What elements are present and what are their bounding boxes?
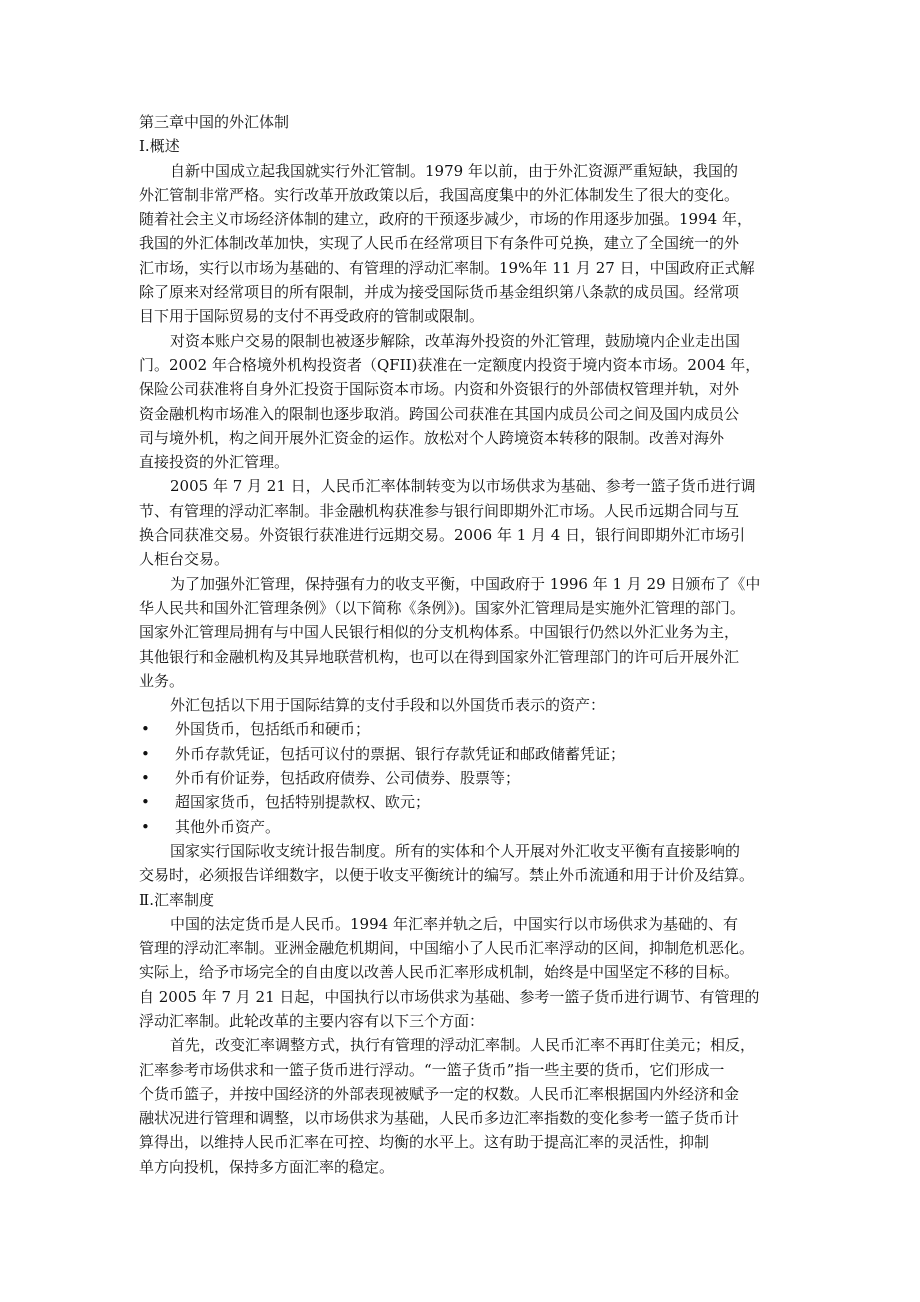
list-item	[139, 717, 789, 741]
paragraph-line: 交易时，必须报告详细数字，以便于收支平衡统计的编写。禁止外币流通和用于计价及结算。	[139, 866, 755, 885]
paragraph-line: 国家外汇管理局拥有与中国人民银行相似的分支机构体系。中国银行仍然以外汇业务为主，	[139, 623, 740, 642]
paragraph-line: 业务。	[139, 671, 185, 690]
paragraph-line: 为了加强外汇管理，保持强有力的收支平衡，中国政府于 1996 年 1 月 29 日颁布了《中	[170, 574, 761, 593]
paragraph-line: 对资本账户交易的限制也被逐步解除，改革海外投资的外汇管理，鼓励境内企业走出国	[170, 331, 741, 350]
paragraph-line: 目下用于国际贸易的支付不再受政府的管制或限制。	[139, 307, 485, 326]
paragraph-line: 汇市场，实行以市场为基础的、有管理的浮动汇率制。19%年 11 月 27 日，中国政府正式解	[139, 258, 755, 277]
paragraph-line: 司与境外机，构之间开展外汇资金的运作。放松对个人跨境资本转移的限制。改善对海外	[139, 428, 725, 447]
paragraph-line: 汇率参考市场供求和一篮子货币进行浮动。“一篮子货币”指一些主要的货币，它们形成一	[139, 1060, 725, 1079]
paragraph-line: 外汇管制非常严格。实行改革开放政策以后，我国高度集中的外汇体制发生了很大的变化。	[139, 185, 740, 204]
paragraph-line: 融状况进行管理和调整，以市场供求为基础，人民币多边汇率指数的变化参考一篮子货币计	[139, 1109, 740, 1128]
paragraph	[139, 572, 789, 693]
section-heading-overview: I.概述	[139, 137, 180, 156]
bullet-mark: •	[141, 817, 150, 836]
paragraph	[139, 159, 789, 329]
section-heading-exchange-rate: Ⅱ.汇率制度	[139, 890, 214, 909]
paragraph-line: 自 2005 年 7 月 21 日起，中国执行以市场供求为基础、参考一篮子货币进行调节、有管理的	[139, 987, 760, 1006]
paragraph-line: 外汇包括以下用于国际结算的支付手段和以外国货币表示的资产：	[170, 696, 606, 715]
paragraph	[139, 839, 789, 888]
bullet-mark: •	[141, 744, 150, 763]
list-item	[139, 766, 789, 790]
list-item-text: 外币存款凭证，包括可议付的票据、银行存款凭证和邮政储蓄凭证；	[175, 744, 626, 763]
paragraph-line: 实际上，给予市场完全的自由度以改善人民币汇率形成机制，始终是中国坚定不移的目标。	[139, 963, 740, 982]
paragraph	[139, 329, 789, 475]
paragraph-line: 首先，改变汇率调整方式，执行有管理的浮动汇率制。人民币汇率不再盯住美元；相反，	[170, 1036, 756, 1055]
list-item	[139, 790, 789, 814]
paragraph	[139, 1033, 789, 1179]
list-item-text: 超国家货币，包括特别提款权、欧元；	[175, 793, 431, 812]
paragraph-line: 节、有管理的浮动汇率制。非金融机构获准参与银行间即期外汇市场。人民币远期合同与互	[139, 501, 740, 520]
paragraph-line: 中国的法定货币是人民币。1994 年汇率并轨之后，中国实行以市场供求为基础的、有	[170, 914, 738, 933]
paragraph-line: 直接投资的外汇管理。	[139, 453, 290, 472]
paragraph	[139, 474, 789, 571]
bullet-mark: •	[141, 793, 150, 812]
paragraph-line: 其他银行和金融机构及其异地联营机构，也可以在得到国家外汇管理部门的许可后开展外汇	[139, 647, 740, 666]
paragraph-line: 个货币篮子，并按中国经济的外部表现被赋予一定的权数。人民币汇率根据国内外经济和金	[139, 1084, 740, 1103]
document-page	[139, 110, 789, 1179]
paragraph-line: 门。2002 年合格境外机构投资者（QFII)获准在一定额度内投资于境内资本市场。2004 年，	[139, 355, 761, 374]
paragraph-line: 算得出，以维持人民币汇率在可控、均衡的水平上。这有助于提高汇率的灵活性，抑制	[139, 1133, 710, 1152]
bullet-mark: •	[141, 769, 150, 788]
list-item-text: 其他外币资产。	[175, 817, 281, 836]
paragraph-line: 华人民共和国外汇管理条例》（以下简称《条例》)。国家外汇管理局是实施外汇管理的部门。	[139, 598, 745, 617]
paragraph-line: 我国的外汇体制改革加快，实现了人民币在经常项目下有条件可兑换，建立了全国统一的外	[139, 234, 740, 253]
paragraph-line: 资金融机构市场准入的限制也逐步取消。跨国公司获准在其国内成员公司之间及国内成员公	[139, 404, 740, 423]
paragraph-line: 自新中国成立起我国就实行外汇管制。1979 年以前，由于外汇资源严重短缺，我国的	[170, 161, 738, 180]
paragraph	[139, 912, 789, 1033]
paragraph-line: 人柜台交易。	[139, 550, 230, 569]
list-item	[139, 815, 789, 839]
chapter-title: 第三章中国的外汇体制	[139, 113, 290, 131]
bullet-mark: •	[141, 720, 150, 739]
list-item-text: 外国货币，包括纸币和硬币；	[175, 720, 371, 739]
paragraph	[139, 693, 789, 717]
paragraph-line: 除了原来对经常项目的所有限制，并成为接受国际货币基金组织第八条款的成员国。经常项	[139, 283, 740, 302]
paragraph-line: 随着社会主义市场经济体制的建立，政府的干预逐步减少，市场的作用逐步加强。1994 年，	[139, 210, 752, 229]
paragraph-line: 管理的浮动汇率制。亚洲金融危机期间，中国缩小了人民币汇率浮动的区间，抑制危机恶化。	[139, 939, 755, 958]
paragraph-line: 单方向投机，保持多方面汇率的稳定。	[139, 1157, 395, 1176]
paragraph-line: 国家实行国际收支统计报告制度。所有的实体和个人开展对外汇收支平衡有直接影响的	[170, 841, 741, 860]
paragraph-line: 保险公司获准将自身外汇投资于国际资本市场。内资和外资银行的外部债权管理并轨，对外	[139, 380, 740, 399]
paragraph-line: 浮动汇率制。此轮改革的主要内容有以下三个方面：	[139, 1011, 485, 1030]
list-item-text: 外币有价证券，包括政府债券、公司债券、股票等；	[175, 769, 521, 788]
list-item	[139, 742, 789, 766]
paragraph-line: 换合同获准交易。外资银行获准进行远期交易。2006 年 1 月 4 日，银行间即期外汇市场引	[139, 526, 746, 545]
bullet-list	[139, 717, 789, 838]
paragraph-line: 2005 年 7 月 21 日，人民币汇率体制转变为以市场供求为基础、参考一篮子货币进行调	[170, 477, 756, 496]
